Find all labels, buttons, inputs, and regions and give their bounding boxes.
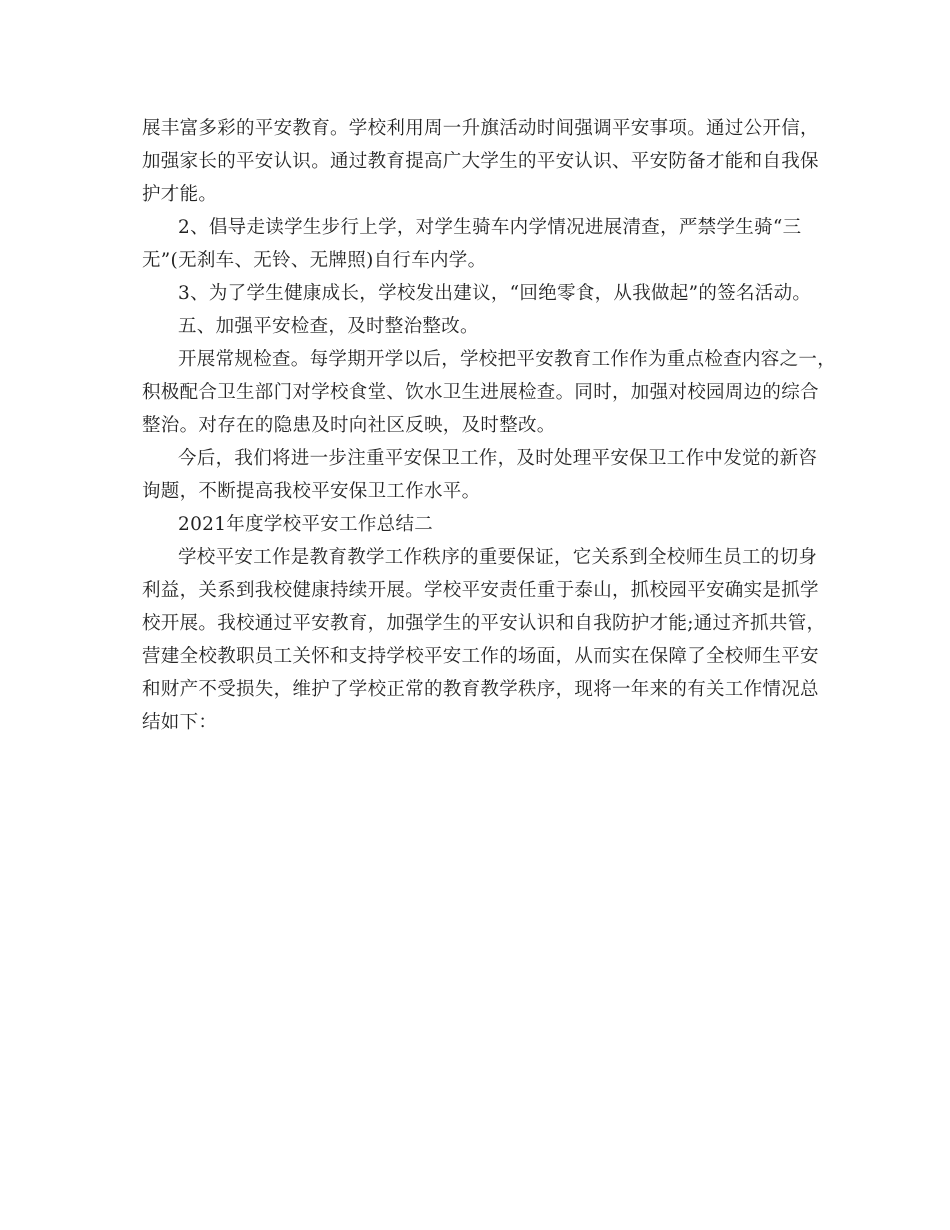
- text-line: 开展常规检查。每学期开学以后，学校把平安教育工作作为重点检查内容之一，: [178, 349, 837, 370]
- text-line: 结如下：: [142, 712, 218, 733]
- text-line: 校开展。我校通过平安教育，加强学生的平安认识和自我防护才能;通过齐抓共管，: [142, 613, 826, 634]
- text-line: 整治。对存在的隐患及时向社区反映，及时整改。: [142, 415, 556, 436]
- text-line: 和财产不受损失，维护了学校正常的教育教学秩序，现将一年来的有关工作情况总: [142, 679, 819, 700]
- text-line: 营建全校教职员工关怀和支持学校平安工作的场面，从而实在保障了全校师生平安: [142, 646, 819, 667]
- text-line: 积极配合卫生部门对学校食堂、饮水卫生进展检查。同时，加强对校园周边的综合: [142, 382, 819, 403]
- text-line: 五、加强平安检查，及时整治整改。: [178, 316, 479, 337]
- document-body: [142, 112, 837, 739]
- text-line: 2、倡导走读学生步行上学，对学生骑车内学情况进展清查，严禁学生骑“三: [178, 217, 802, 238]
- text-line: 今后，我们将进一步注重平安保卫工作，及时处理平安保卫工作中发觉的新咨: [178, 448, 818, 469]
- text-line: 无”(无刹车、无铃、无牌照)自行车内学。: [142, 250, 487, 271]
- text-line: 学校平安工作是教育教学工作秩序的重要保证，它关系到全校师生员工的切身: [178, 547, 818, 568]
- text-line: 询题，不断提高我校平安保卫工作水平。: [142, 481, 481, 502]
- text-line: 加强家长的平安认识。通过教育提高广大学生的平安认识、平安防备才能和自我保: [142, 151, 819, 172]
- text-line: 3、为了学生健康成长，学校发出建议，“回绝零食，从我做起”的签名活动。: [178, 283, 812, 304]
- text-line: 展丰富多彩的平安教育。学校利用周一升旗活动时间强调平安事项。通过公开信，: [142, 118, 819, 139]
- text-line: 护才能。: [142, 184, 218, 205]
- text-line: 2021年度学校平安工作总结二: [178, 514, 434, 535]
- text-line: 利益，关系到我校健康持续开展。学校平安责任重于泰山，抓校园平安确实是抓学: [142, 580, 819, 601]
